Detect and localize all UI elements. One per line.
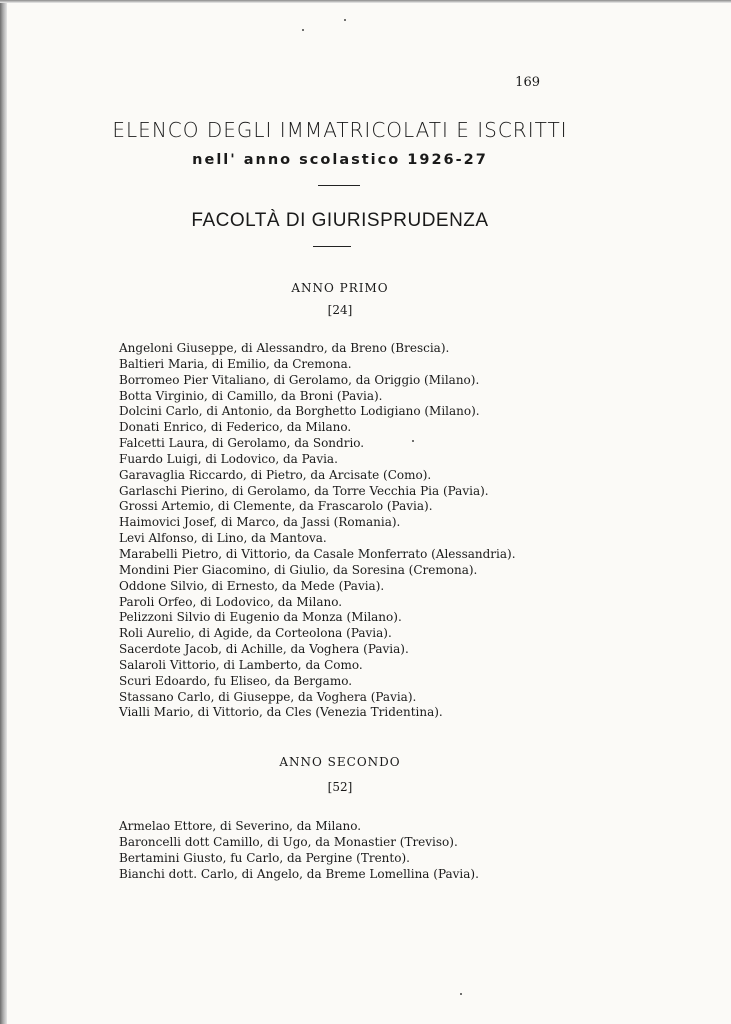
scan-top-edge	[0, 0, 731, 3]
list-item: Pelizzoni Silvio di Eugenio da Monza (Milano).	[119, 610, 402, 625]
list-item: Dolcini Carlo, di Antonio, da Borghetto Lodigiano (Milano).	[119, 404, 480, 419]
list-item: Vialli Mario, di Vittorio, da Cles (Venezia Tridentina).	[119, 705, 443, 720]
list-item: Marabelli Pietro, di Vittorio, da Casale Monferrato (Alessandria).	[119, 546, 516, 561]
list-item: Botta Virginio, di Camillo, da Broni (Pavia).	[119, 388, 383, 403]
faculty-divider	[313, 246, 351, 247]
year-heading: ANNO PRIMO	[291, 281, 389, 295]
list-item: Donati Enrico, di Federico, da Milano.	[119, 420, 352, 435]
list-item: Salaroli Vittorio, di Lamberto, da Como.	[119, 657, 363, 672]
list-item: Angeloni Giuseppe, di Alessandro, da Breno (Brescia).	[119, 341, 450, 355]
list-item: Grossi Artemio, di Clemente, da Frascarolo (Pavia).	[119, 499, 433, 514]
list-item: Armelao Ettore, di Severino, da Milano.	[119, 819, 362, 833]
document-title: ELENCO DEGLI IMMATRICOLATI E ISCRITTI	[112, 118, 568, 142]
list-item: Sacerdote Jacob, di Achille, da Voghera (Pavia).	[119, 642, 409, 657]
scan-speck	[302, 29, 304, 31]
year-count: [52]	[327, 780, 353, 794]
list-item: Fuardo Luigi, di Lodovico, da Pavia.	[119, 451, 338, 466]
list-item: Scuri Edoardo, fu Eliseo, da Bergamo.	[119, 673, 353, 688]
list-item: Falcetti Laura, di Gerolamo, da Sondrio.	[119, 436, 365, 451]
title-divider	[318, 185, 360, 186]
document-subtitle: nell' anno scolastico 1926-27	[192, 152, 488, 168]
faculty-title: FACOLTÀ DI GIURISPRUDENZA	[191, 210, 489, 231]
student-list	[119, 819, 679, 882]
scan-speck	[460, 993, 462, 995]
scan-left-edge	[0, 0, 7, 1024]
list-item: Garavaglia Riccardo, di Pietro, da Arcisate (Como).	[119, 467, 432, 482]
student-list	[119, 341, 679, 721]
list-item: Levi Alfonso, di Lino, da Mantova.	[119, 531, 327, 546]
list-item: Baroncelli dott Camillo, di Ugo, da Monastier (Treviso).	[119, 834, 458, 849]
list-item: Haimovici Josef, di Marco, da Jassi (Romania).	[119, 515, 401, 530]
list-item: Mondini Pier Giacomino, di Giulio, da Soresina (Cremona).	[119, 562, 478, 577]
list-item: Bianchi dott. Carlo, di Angelo, da Breme Lomellina (Pavia).	[119, 866, 479, 881]
list-item: Stassano Carlo, di Giuseppe, da Voghera (Pavia).	[119, 689, 417, 704]
list-item: Paroli Orfeo, di Lodovico, da Milano.	[119, 594, 343, 609]
year-heading: ANNO SECONDO	[279, 755, 401, 769]
page-number: 169	[515, 75, 540, 90]
list-item: Borromeo Pier Vitaliano, di Gerolamo, da Origgio (Milano).	[119, 372, 480, 387]
year-count: [24]	[327, 303, 353, 317]
scan-speck	[344, 19, 346, 21]
list-item: Roli Aurelio, di Agide, da Corteolona (Pavia).	[119, 626, 392, 641]
list-item: Baltieri Maria, di Emilio, da Cremona.	[119, 356, 352, 371]
list-item: Garlaschi Pierino, di Gerolamo, da Torre Vecchia Pia (Pavia).	[119, 483, 489, 498]
list-item: Bertamini Giusto, fu Carlo, da Pergine (Trento).	[119, 850, 410, 865]
list-item: Oddone Silvio, di Ernesto, da Mede (Pavia).	[119, 578, 385, 593]
